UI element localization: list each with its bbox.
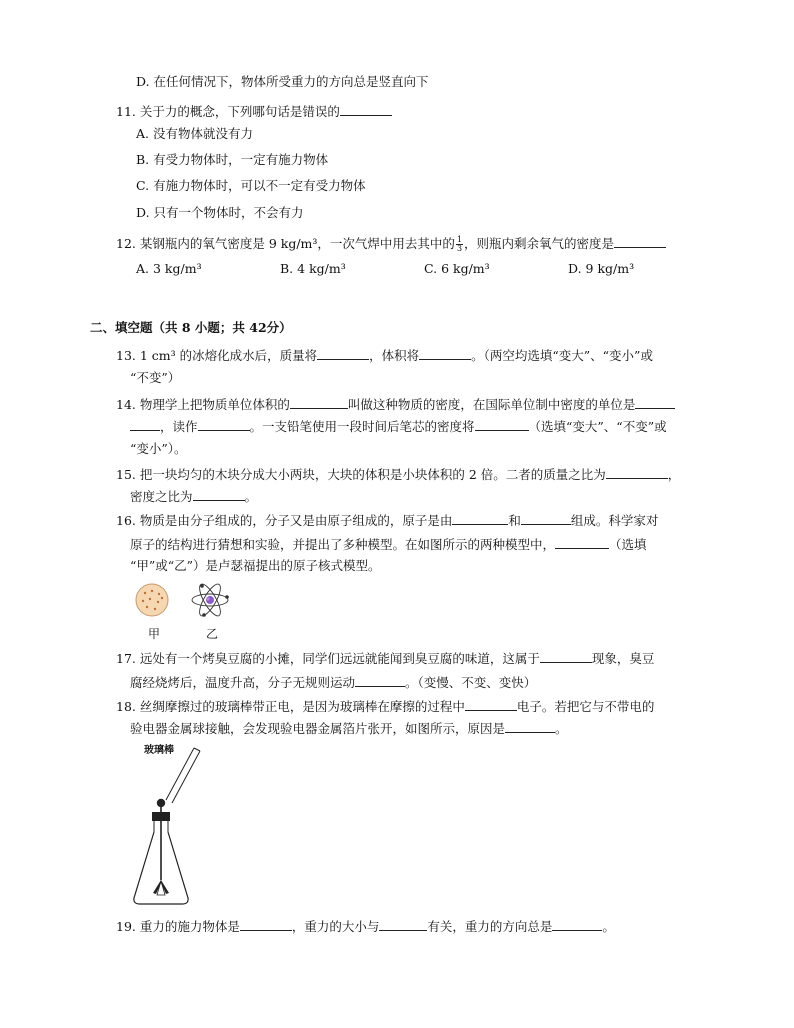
q14-line3: “变小”）。	[130, 441, 187, 456]
q11-option-c: C. 有施力物体时，可以不一定有受力物体	[136, 178, 366, 193]
answer-blank[interactable]	[475, 418, 529, 431]
q13-text-a: 13. 1 cm³ 的冰熔化成水后，质量将	[116, 348, 318, 363]
answer-blank[interactable]	[379, 918, 427, 931]
q11-stem	[116, 103, 392, 120]
q17-text-a: 17. 远处有一个烤臭豆腐的小摊，同学们远远就能闻到臭豆腐的味道，这属于	[116, 651, 540, 666]
q16-text-a: 16. 物质是由分子组成的，分子又是由原子组成的，原子是由	[116, 513, 453, 528]
stopper	[152, 812, 170, 821]
fraction-denominator: 3	[456, 244, 463, 253]
q18-text-d: 。	[555, 721, 568, 736]
q14-text-a: 14. 物理学上把物质单位体积的	[116, 397, 290, 412]
answer-blank[interactable]	[198, 418, 250, 431]
answer-blank[interactable]	[193, 488, 245, 501]
answer-blank[interactable]	[465, 698, 517, 711]
option-b-unit: kg/m³	[309, 261, 346, 276]
q15-text-c: 密度之比为	[130, 489, 193, 504]
option-c-unit: kg/m³	[453, 261, 490, 276]
fraction-numerator: 1	[456, 235, 463, 244]
q16-text-b: 和	[508, 513, 521, 528]
q10-option-d: D. 在任何情况下，物体所受重力的方向总是竖直向下	[136, 74, 429, 89]
q11-option-d: D. 只有一个物体时，不会有力	[136, 205, 304, 220]
q18-line2	[130, 720, 568, 737]
q13-line2: “不变”）	[130, 370, 181, 385]
answer-blank[interactable]	[614, 235, 666, 248]
answer-blank[interactable]	[317, 347, 369, 360]
q12-stem-a: 12. 某钢瓶内的氧气密度是 9	[116, 236, 277, 251]
option-d-unit: kg/m³	[597, 261, 635, 276]
q16-line1	[116, 512, 658, 529]
option-d-value: D. 9	[568, 261, 594, 276]
q12-option-b	[280, 261, 346, 277]
q19-line	[116, 918, 615, 935]
q19-text-b: ，重力的大小与	[291, 919, 380, 934]
q17-line1	[116, 650, 654, 667]
q17-text-c: 腐经烧烤后，温度升高，分子无规则运动	[130, 675, 356, 690]
q14-text-f: （选填“变大”、“不变”或	[528, 419, 667, 434]
section-title: 二、填空题（共 8 小题；共 42分）	[90, 320, 292, 335]
q19-text-c: 有关，重力的方向总是	[427, 919, 553, 934]
electroscope-figure	[128, 740, 228, 908]
answer-blank-continued[interactable]	[130, 418, 160, 431]
q15-line2	[130, 488, 257, 505]
q14-line1	[116, 396, 675, 413]
answer-blank[interactable]	[540, 650, 592, 663]
q13-text-c: 。（两空均选填“变大”、“变小”或	[471, 348, 653, 363]
one-third-fraction	[456, 236, 463, 253]
metal-ball	[157, 799, 165, 807]
q11-option-a: A. 没有物体就没有力	[136, 126, 253, 141]
answer-blank[interactable]	[635, 396, 675, 409]
q18-text-a: 18. 丝绸摩擦过的玻璃棒带正电，是因为玻璃棒在摩擦的过程中	[116, 699, 465, 714]
metal-foils	[153, 880, 169, 895]
answer-blank[interactable]	[452, 512, 508, 525]
q11-stem-text: 11. 关于力的概念，下列哪句话是错误的	[116, 104, 340, 119]
label-yi: 乙	[206, 627, 219, 641]
glass-rod-label: 玻璃棒	[144, 745, 174, 756]
q13-text-b: ，体积将	[369, 348, 420, 363]
answer-blank[interactable]	[555, 536, 609, 549]
q18-line1	[116, 698, 654, 715]
atom-models-figure	[130, 580, 240, 642]
q18-text-c: 验电器金属球接触，会发现验电器金属箔片张开，如图所示，原因是	[130, 721, 506, 736]
q14-text-d: ，读作	[160, 419, 198, 434]
q11-option-b: B. 有受力物体时，一定有施力物体	[136, 152, 329, 167]
q17-line2	[130, 674, 536, 691]
q12-option-a	[136, 261, 202, 277]
q16-line3: “甲”或“乙”）是卢瑟福提出的原子核式模型。	[130, 558, 381, 573]
q14-line2	[130, 418, 667, 435]
answer-blank[interactable]	[355, 674, 405, 687]
option-a-value: A. 3	[136, 261, 161, 276]
answer-blank[interactable]	[290, 396, 348, 409]
option-c-value: C. 6	[424, 261, 450, 276]
q12-option-c	[424, 261, 490, 277]
nuclear-model	[192, 581, 229, 618]
q12-unit: kg/m³	[280, 236, 318, 251]
q16-text-c: 组成。科学家对	[570, 513, 659, 528]
q15-line1	[116, 466, 680, 483]
q12-stem-b: ，一次气焊中用去其中的	[317, 236, 455, 251]
answer-blank[interactable]	[240, 918, 292, 931]
q12-stem	[116, 235, 666, 253]
q12-stem-c: ，则瓶内剩余氧气的密度是	[464, 236, 615, 251]
answer-blank[interactable]	[419, 347, 471, 360]
q17-text-d: 。（变慢、不变、变快）	[405, 675, 537, 690]
glass-rod	[166, 748, 200, 803]
answer-blank[interactable]	[606, 466, 668, 479]
q15-text-a: 15. 把一块均匀的木块分成大小两块，大块的体积是小块体积的 2 倍。二者的质量之比为	[116, 467, 606, 482]
answer-blank[interactable]	[505, 720, 555, 733]
label-jia: 甲	[148, 627, 161, 641]
q14-text-b: 叫做这种物质的密度，在国际单位制中密度的单位是	[347, 397, 636, 412]
answer-blank[interactable]	[521, 512, 571, 525]
q15-text-d: 。	[244, 489, 258, 504]
q19-text-d: 。	[602, 919, 615, 934]
option-a-unit: kg/m³	[164, 261, 202, 276]
plum-pudding-model	[136, 584, 168, 616]
q16-line2	[130, 536, 647, 553]
answer-blank[interactable]	[340, 103, 392, 116]
q17-text-b: 现象，臭豆	[591, 651, 655, 666]
q12-option-d	[568, 261, 634, 277]
q13-line1	[116, 347, 653, 364]
option-b-value: B. 4	[280, 261, 306, 276]
q16-text-e: （选填	[609, 537, 647, 552]
q18-text-b: 电子。若把它与不带电的	[516, 699, 655, 714]
answer-blank[interactable]	[552, 918, 602, 931]
q15-text-b: ，	[667, 467, 681, 482]
q14-text-e: 。一支铅笔使用一段时间后笔芯的密度将	[249, 419, 475, 434]
q16-text-d: 原子的结构进行猜想和实验，并提出了多种模型。在如图所示的两种模型中，	[130, 537, 556, 552]
q19-text-a: 19. 重力的施力物体是	[116, 919, 240, 934]
